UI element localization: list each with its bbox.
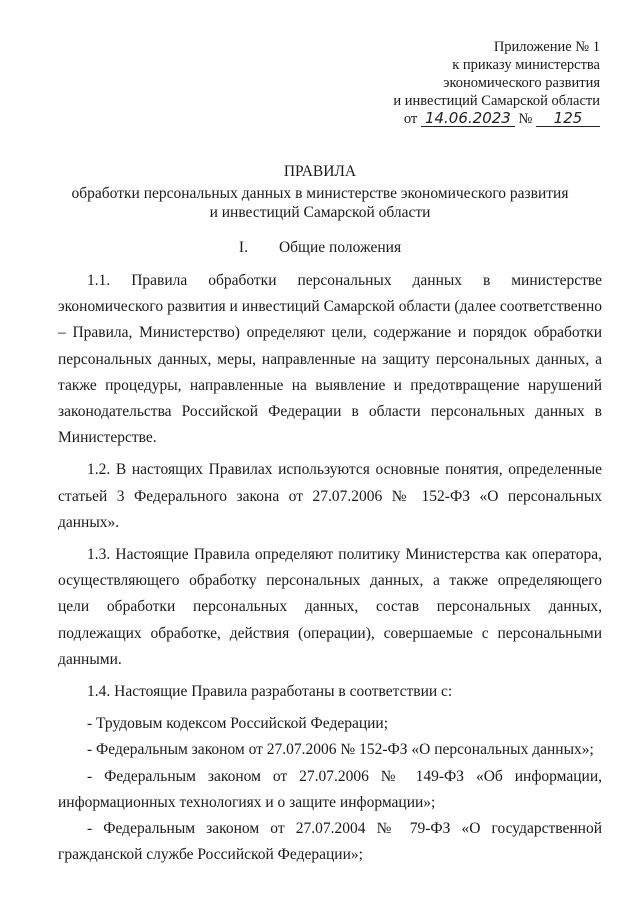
paragraph-1-1: 1.1. Правила обработки персональных данных в министерстве экономического развития и инвестиций Самарской области (далее соответственно – Правила, Министерство) определяют цели, содержание и порядок обработки персональных данных, меры, направленные на защиту персональных данных, а также процедуры, направленные на выявление и предотвращение нарушений законодательства Российской Федерации в области персональных данных в Министерстве. — [58, 272, 602, 447]
document-title — [0, 162, 640, 222]
appendix-block — [360, 38, 600, 128]
section-title: Общие положения — [278, 239, 402, 256]
paragraph-1-3: 1.3. Настоящие Правила определяют политику Министерства как оператора, осуществляющего обработку персональных данных, а также определяющего цели обработки персональных данных, состав персональных данных, подлежащих обработке, действия (операции), совершаемые с персональными данными. — [58, 546, 602, 668]
date-prefix: от — [403, 111, 418, 127]
paragraph-1-2: 1.2. В настоящих Правилах используются основные понятия, определенные статьей 3 Федерального закона от 27.07.2006 № 152-ФЗ «О персональных данных». — [58, 461, 602, 531]
appendix-line-4: и инвестиций Самарской области — [393, 93, 600, 109]
title-main: ПРАВИЛА — [283, 163, 357, 180]
list-item: - Федеральным законом от 27.07.2006 № 149-ФЗ «Об информации, информационных технологиях и о защите информации»; — [58, 767, 602, 811]
appendix-line-2: к приказу министерства — [452, 57, 600, 73]
list-item: - Федеральным законом от 27.07.2006 № 152-ФЗ «О персональных данных»; — [87, 741, 594, 759]
appendix-date-line — [360, 110, 600, 128]
handwritten-date: 14.06.2023 — [421, 110, 515, 127]
appendix-line-3: экономического развития — [443, 75, 600, 91]
appendix-line-1: Приложение № 1 — [493, 39, 600, 55]
list-item: - Трудовым кодексом Российской Федерации; — [87, 715, 389, 733]
handwritten-number: 125 — [536, 110, 600, 127]
paragraph-1-4: 1.4. Настоящие Правила разработаны в соответствии с: — [87, 683, 453, 701]
section-heading — [0, 238, 640, 257]
list-item: - Федеральным законом от 27.07.2004 № 79-ФЗ «О государственной гражданской службе Российской Федерации»; — [58, 820, 602, 864]
section-numeral: I. — [238, 239, 248, 256]
document-body — [58, 268, 602, 868]
number-prefix: № — [518, 111, 533, 127]
title-sub-line-2: и инвестиций Самарской области — [209, 204, 431, 221]
title-sub-line-1: обработки персональных данных в министерстве экономического развития — [71, 185, 569, 202]
